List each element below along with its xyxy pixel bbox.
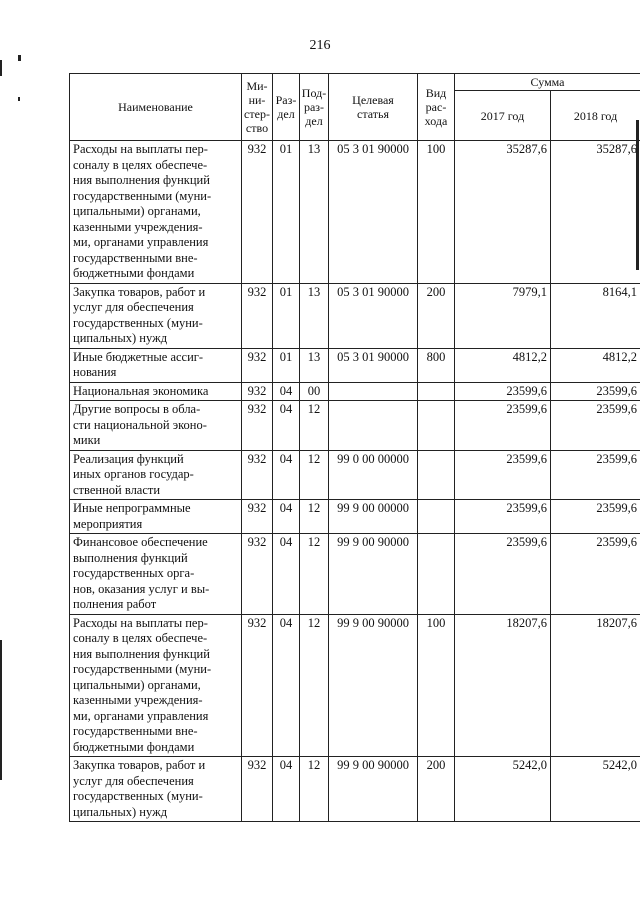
cell-expense-type: 100 (418, 141, 455, 284)
cell-expense-type (418, 450, 455, 500)
cell-amount-2018: 23599,6 (551, 401, 640, 451)
row-name: Национальная экономика (70, 382, 242, 401)
cell-section: 04 (273, 382, 300, 401)
cell-subsection: 13 (300, 141, 329, 284)
cell-target (329, 401, 418, 451)
cell-target (329, 382, 418, 401)
cell-expense-type: 200 (418, 283, 455, 348)
cell-amount-2018: 18207,6 (551, 614, 640, 757)
cell-section: 04 (273, 401, 300, 451)
table-row (70, 283, 640, 348)
table-row (70, 450, 640, 500)
cell-target: 99 9 00 90000 (329, 534, 418, 615)
cell-amount-2017: 23599,6 (455, 401, 551, 451)
page-number: 216 (309, 38, 331, 53)
cell-amount-2017: 7979,1 (455, 283, 551, 348)
row-name: Другие вопросы в обла- сти национальной эконо- мики (70, 401, 242, 451)
scan-edge-mark (18, 97, 20, 101)
cell-amount-2017: 35287,6 (455, 141, 551, 284)
cell-section: 04 (273, 450, 300, 500)
table-row (70, 348, 640, 382)
cell-subsection: 13 (300, 283, 329, 348)
cell-section: 04 (273, 500, 300, 534)
cell-amount-2017: 23599,6 (455, 382, 551, 401)
cell-subsection: 00 (300, 382, 329, 401)
header-ministry: Ми- ни- стер- ство (242, 74, 273, 141)
cell-ministry: 932 (242, 534, 273, 615)
header-sum: Сумма (455, 74, 640, 91)
table-row (70, 382, 640, 401)
cell-amount-2018: 4812,2 (551, 348, 640, 382)
table-row (70, 401, 640, 451)
scan-edge-mark (0, 640, 2, 780)
header-expense-type: Вид рас- хода (418, 74, 455, 141)
cell-section: 04 (273, 534, 300, 615)
cell-expense-type (418, 534, 455, 615)
table-row (70, 141, 640, 284)
cell-subsection: 12 (300, 757, 329, 822)
cell-section: 04 (273, 757, 300, 822)
cell-ministry: 932 (242, 450, 273, 500)
cell-ministry: 932 (242, 614, 273, 757)
cell-amount-2018: 35287,6 (551, 141, 640, 284)
cell-subsection: 12 (300, 500, 329, 534)
cell-target: 05 3 01 90000 (329, 283, 418, 348)
table-row (70, 500, 640, 534)
cell-section: 01 (273, 141, 300, 284)
cell-subsection: 12 (300, 614, 329, 757)
row-name: Реализация функций иных органов государ- ственной власти (70, 450, 242, 500)
cell-expense-type: 200 (418, 757, 455, 822)
cell-amount-2017: 5242,0 (455, 757, 551, 822)
cell-ministry: 932 (242, 757, 273, 822)
row-name: Закупка товаров, работ и услуг для обеспечения государственных (муни- ципальных) нужд (70, 283, 242, 348)
cell-target: 05 3 01 90000 (329, 141, 418, 284)
cell-amount-2017: 4812,2 (455, 348, 551, 382)
scan-edge-mark (0, 60, 2, 76)
cell-amount-2017: 23599,6 (455, 450, 551, 500)
table-row (70, 757, 640, 822)
row-name: Финансовое обеспечение выполнения функций государственных орга- нов, оказания услуг и вы- полнения работ (70, 534, 242, 615)
cell-subsection: 12 (300, 450, 329, 500)
header-year-2017: 2017 год (455, 91, 551, 141)
cell-amount-2017: 18207,6 (455, 614, 551, 757)
cell-subsection: 12 (300, 401, 329, 451)
header-section: Раз- дел (273, 74, 300, 141)
row-name: Закупка товаров, работ и услуг для обеспечения государственных (муни- ципальных) нужд (70, 757, 242, 822)
cell-amount-2018: 23599,6 (551, 534, 640, 615)
cell-amount-2018: 5242,0 (551, 757, 640, 822)
table-row (70, 534, 640, 615)
scan-edge-mark (18, 55, 21, 61)
cell-ministry: 932 (242, 500, 273, 534)
cell-expense-type (418, 500, 455, 534)
row-name: Иные бюджетные ассиг- нования (70, 348, 242, 382)
cell-ministry: 932 (242, 348, 273, 382)
cell-target: 99 0 00 00000 (329, 450, 418, 500)
header-subsection: Под- раз- дел (300, 74, 329, 141)
table-body (70, 141, 640, 822)
cell-target: 99 9 00 90000 (329, 757, 418, 822)
cell-amount-2018: 23599,6 (551, 382, 640, 401)
row-name: Расходы на выплаты пер- соналу в целях обеспече- ния выполнения функций государственными (муни- ципальными) органами, казенными учреждения- ми, органами управления государственными вне- бюджетными фондами (70, 614, 242, 757)
cell-ministry: 932 (242, 382, 273, 401)
cell-section: 01 (273, 348, 300, 382)
cell-ministry: 932 (242, 401, 273, 451)
cell-expense-type (418, 401, 455, 451)
cell-expense-type: 800 (418, 348, 455, 382)
cell-ministry: 932 (242, 141, 273, 284)
cell-target: 99 9 00 00000 (329, 500, 418, 534)
row-name: Иные непрограммные мероприятия (70, 500, 242, 534)
header-target: Целевая статья (329, 74, 418, 141)
table-row (70, 614, 640, 757)
header-name: Наименование (70, 74, 242, 141)
cell-expense-type: 100 (418, 614, 455, 757)
cell-amount-2017: 23599,6 (455, 534, 551, 615)
cell-section: 04 (273, 614, 300, 757)
cell-amount-2018: 23599,6 (551, 450, 640, 500)
cell-expense-type (418, 382, 455, 401)
cell-section: 01 (273, 283, 300, 348)
row-name: Расходы на выплаты пер- соналу в целях обеспече- ния выполнения функций государственными (муни- ципальными) органами, казенными учреждения- ми, органами управления государственными вне- бюджетными фондами (70, 141, 242, 284)
budget-table (69, 73, 640, 822)
cell-amount-2017: 23599,6 (455, 500, 551, 534)
cell-amount-2018: 8164,1 (551, 283, 640, 348)
cell-target: 99 9 00 90000 (329, 614, 418, 757)
cell-ministry: 932 (242, 283, 273, 348)
cell-subsection: 13 (300, 348, 329, 382)
cell-subsection: 12 (300, 534, 329, 615)
header-year-2018: 2018 год (551, 91, 640, 141)
cell-target: 05 3 01 90000 (329, 348, 418, 382)
cell-amount-2018: 23599,6 (551, 500, 640, 534)
